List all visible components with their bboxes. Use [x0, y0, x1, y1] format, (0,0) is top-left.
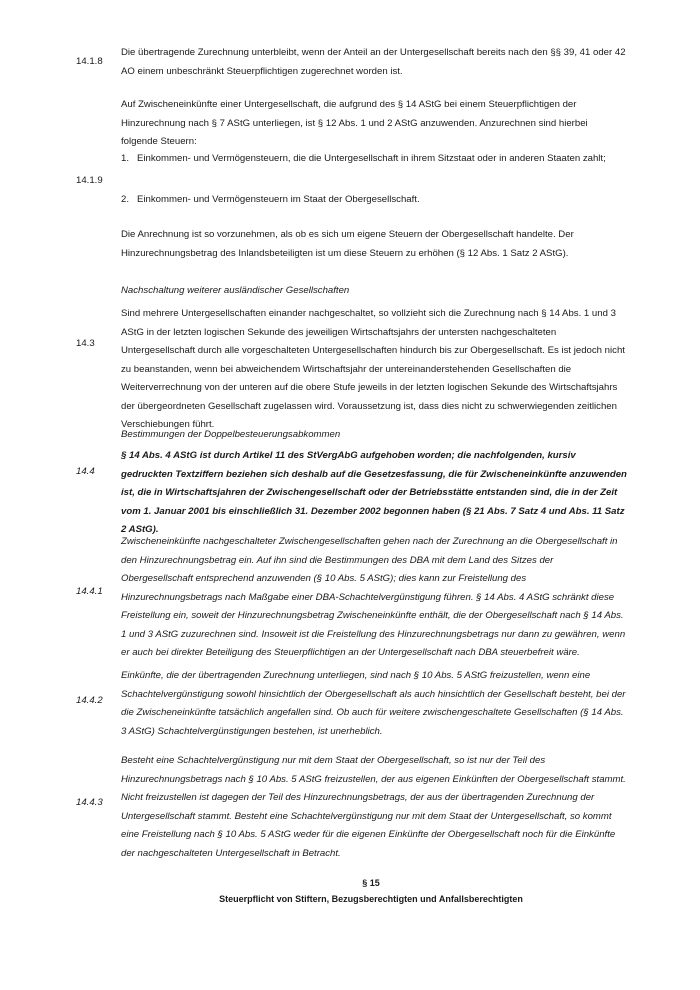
section-heading: Nachschaltung weiterer ausländischer Gesellschaften: [121, 285, 350, 296]
list-marker: 2.: [121, 194, 130, 205]
list-item-text: Einkommen- und Vermögensteuern im Staat der Obergesellschaft.: [137, 194, 420, 205]
paragraph-number: 14.4.2: [76, 695, 103, 706]
list-item-text: Einkommen- und Vermögensteuern, die die Untergesellschaft in ihrem Sitzstaat oder in anderen Staaten zahlt;: [137, 153, 606, 164]
next-section-title: Steuerpflicht von Stiftern, Bezugsberechtigten und Anfallsberechtigten: [219, 894, 523, 904]
paragraph-outro: Die Anrechnung ist so vorzunehmen, als ob es sich um eigene Steuern der Obergesellschaft handelte. Der Hinzurechnungsbetrag des Inlandsbeteiligten ist um diese Steuern zu erhöhen (§ 12 Abs. 1 Satz 2 AStG).: [121, 229, 574, 259]
paragraph-number: 14.4.1: [76, 586, 103, 597]
paragraph-text: Besteht eine Schachtelvergünstigung nur mit dem Staat der Obergesellschaft, so ist nur der Teil des Hinzurechnungsbetrags nach § 10 Abs. 5 AStG freizustellen, der aus eigenen Einkünften der Obergesellschaft stammt. Nicht freizustellen ist dagegen der Teil des Hinzurechnungsbetrags, der aus der übertragenden Zurechnung der Untergesellschaft stammt. Besteht eine Schachtelvergünstigung nur mit dem Staat der Untergesellschaft, so kommt eine Freistellung nach § 10 Abs. 5 AStG weder für die eigenen Einkünfte der Obergesellschaft noch für die Einkünfte der nachgeschalteten Untergesellschaft in Betracht.: [121, 755, 626, 859]
paragraph-number: 14.4: [76, 466, 95, 477]
paragraph-text: Einkünfte, die der übertragenden Zurechnung unterliegen, sind nach § 10 Abs. 5 AStG freizustellen, wenn eine Schachtelvergünstigung sowohl hinsichtlich der Obergesellschaft als auch hinsichtlich der Gesellschaft besteht, bei der die Zwischeneinkünfte tatsächlich angefallen sind. Ob auch für weitere zwischengeschaltete Gesellschaften (§ 14 Abs. 3 AStG) Schachtelvergünstigungen bestehen, ist unerheblich.: [121, 670, 626, 737]
section-heading: Bestimmungen der Doppelbesteuerungsabkommen: [121, 429, 341, 440]
paragraph-number: 14.1.8: [76, 56, 103, 67]
paragraph-intro: Auf Zwischeneinkünfte einer Untergesellschaft, die aufgrund des § 14 AStG bei einem Steuerpflichtigen der Hinzurechnung nach § 7 AStG unterliegen, ist § 12 Abs. 1 und 2 AStG anzuwenden. Anzurechnen sind hierbei folgende Steuern:: [121, 99, 588, 147]
list-item: [121, 151, 627, 166]
paragraph-text: § 14 Abs. 4 AStG ist durch Artikel 11 des StVergAbG aufgehoben worden; die nachfolgenden, kursiv gedruckten Textziffern beziehen sich deshalb auf die Gesetzesfassung, die für Zwischeneinkünfte anzuwenden ist, die in Wirtschaftsjahren der Zwischengesellschaft oder der Betriebsstätte entstanden sind, die in der Zeit vom 1. Januar 2001 bis einschließlich 31. Dezember 2002 begonnen haben (§ 21 Abs. 7 Satz 4 und Abs. 11 Satz 2 AStG).: [121, 450, 627, 535]
list-item: [121, 192, 627, 207]
paragraph-text: Zwischeneinkünfte nachgeschalteter Zwischengesellschaften gehen nach der Zurechnung an die Obergesellschaft in den Hinzurechnungsbetrag ein. Auf ihn sind die Bestimmungen des DBA mit dem Land des Sitzes der Obergesellschaft entsprechend anzuwenden (§ 10 Abs. 5 AStG); dies kann zur Freistellung des Hinzurechnungsbetrags nach Maßgabe einer DBA-Schachtelvergünstigung führen. § 14 Abs. 4 AStG schränkt diese Freistellung ein, soweit der Hinzurechnungsbetrag Zwischeneinkünfte enthält, die der Obergesellschaft nach § 14 Abs. 1 und 3 AStG zuzurechnen sind. Insoweit ist die Freistellung des Hinzurechnungsbetrags nur dann zu gewähren, wenn er auch bei direkter Beteiligung des Steuerpflichtigen an der Untergesellschaft nach DBA steuerbefreit wäre.: [121, 536, 626, 658]
paragraph-number: 14.4.3: [76, 797, 103, 808]
next-section-number: § 15: [362, 878, 380, 888]
paragraph-text: Die übertragende Zurechnung unterbleibt, wenn der Anteil an der Untergesellschaft bereits nach den §§ 39, 41 oder 42 AO einem unbeschränkt Steuerpflichtigen zugerechnet worden ist.: [121, 47, 626, 77]
list-marker: 1.: [121, 153, 130, 164]
paragraph-number: 14.1.9: [76, 175, 103, 186]
paragraph-text: Sind mehrere Untergesellschaften einander nachgeschaltet, so vollzieht sich die Zurechnung nach § 14 Abs. 1 und 3 AStG in der letzten logischen Sekunde des jeweiligen Wirtschaftsjahrs der untersten nachgeschalteten Untergesellschaft durch alle vorgeschalteten Untergesellschaften hindurch bis zur Obergesellschaft. Es ist jedoch nicht zu beanstanden, wenn bei abweichendem Wirtschaftsjahr der untereinanderstehenden Gesellschaften die Weiterverrechnung von der unteren auf die obere Stufe jeweils in der letzten logischen Sekunde des Wirtschaftsjahrs der übergeordneten Gesellschaft zugelassen wird. Voraussetzung ist, dass dies nicht zu schwerwiegenden zeitlichen Verschiebungen führt.: [121, 308, 625, 430]
paragraph-number: 14.3: [76, 338, 95, 349]
